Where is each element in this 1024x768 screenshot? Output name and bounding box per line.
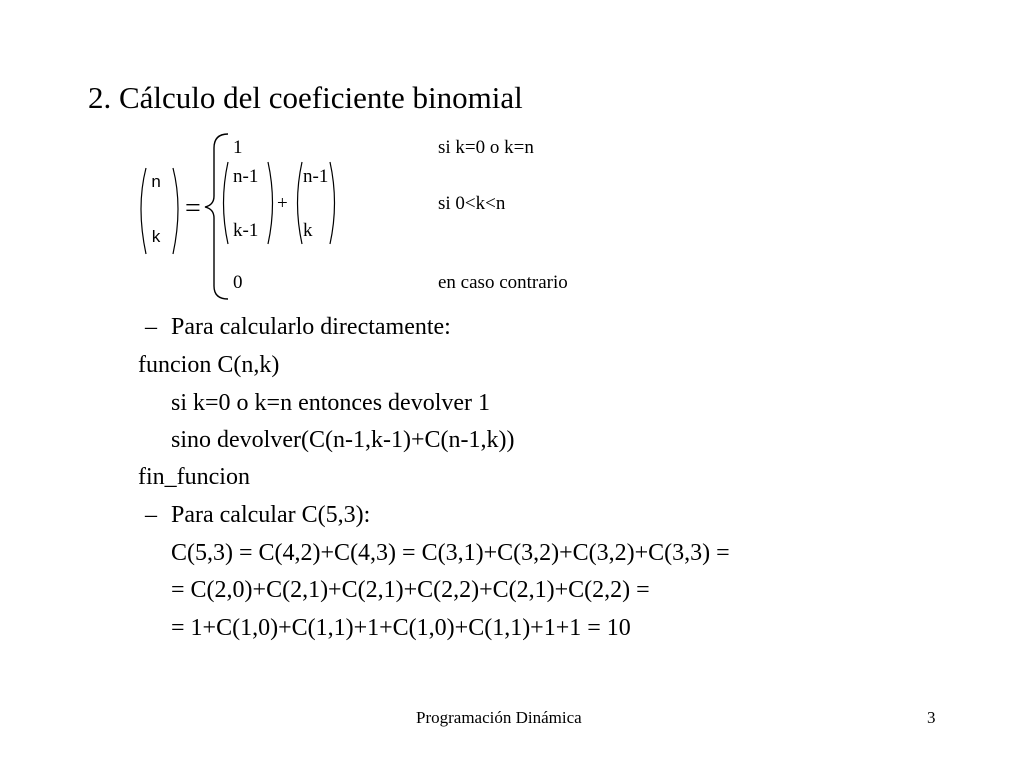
term2-bottom: k [303,220,313,241]
code-line: funcion C(n,k) [138,352,280,378]
term2-top: n-1 [303,166,329,187]
bullet-text: Para calcularlo directamente: [171,314,451,340]
bullet-dash: – [145,314,157,340]
bullet-dash: – [145,502,157,528]
code-line: si k=0 o k=n entonces devolver 1 [171,390,491,416]
term1-left-paren [224,162,229,244]
lhs-right-paren [173,168,178,254]
case3-condition: en caso contrario [438,272,568,293]
expansion-line: = 1+C(1,0)+C(1,1)+1+C(1,0)+C(1,1)+1+1 = 10 [171,615,631,641]
slide-title: 2. Cálculo del coeficiente binomial [88,80,523,115]
term1-right-paren [268,162,273,244]
lhs-left-paren [141,168,146,254]
term1-top: n-1 [233,166,259,187]
plus-sign: + [277,193,288,214]
code-line: sino devolver(C(n-1,k-1)+C(n-1,k)) [171,427,515,453]
footer-title: Programación Dinámica [416,708,582,727]
bullet-text: Para calcular C(5,3): [171,502,371,528]
term1-bottom: k-1 [233,220,259,241]
case3-value: 0 [233,272,243,293]
page-number: 3 [927,708,936,727]
expansion-line: = C(2,0)+C(2,1)+C(2,1)+C(2,2)+C(2,1)+C(2,2) = [171,577,650,603]
term2-right-paren [330,162,335,244]
lhs-top: n [151,174,162,193]
term2-left-paren [298,162,303,244]
case2-condition: si 0<k<n [438,193,506,214]
lhs-bottom: k [151,229,162,248]
case1-value: 1 [233,137,243,158]
expansion-line: C(5,3) = C(4,2)+C(4,3) = C(3,1)+C(3,2)+C(3,2)+C(3,3) = [171,540,730,566]
code-line: fin_funcion [138,464,250,490]
case1-condition: si k=0 o k=n [438,137,534,158]
equals-sign: = [185,193,201,224]
